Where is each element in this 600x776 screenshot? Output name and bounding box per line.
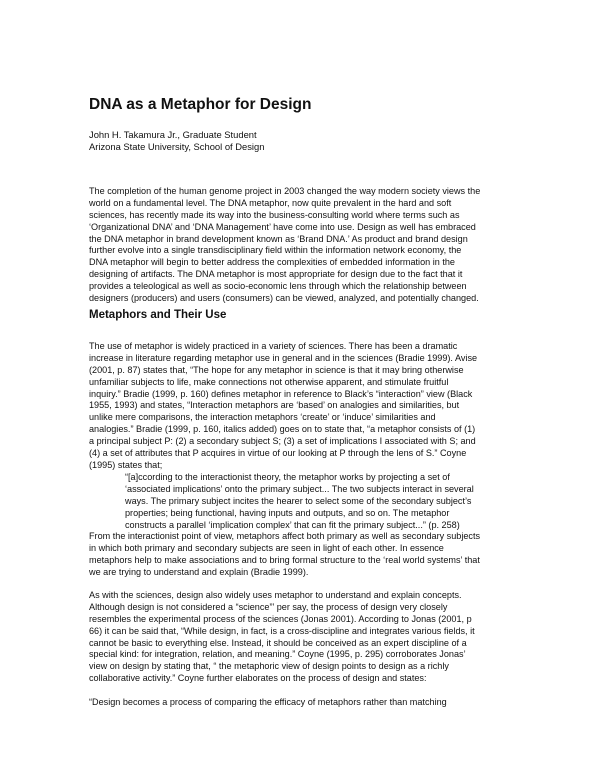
text-line: “[a]ccording to the interactionist theory, the metaphor works by projecting a set of	[125, 472, 450, 482]
text-line: (4) a set of attributes that P acquires in virtue of our looking at P through the lens of S.” Coyne	[89, 448, 467, 459]
text-line: designing of artifacts. The DNA metaphor is most appropriate for design due to the fact that it	[89, 269, 463, 280]
body-paragraph-3	[89, 590, 519, 685]
text-line: constructs a parallel ‘implication complex’ that can fit the primary subject...” (p. 258)	[125, 519, 460, 530]
text-line: designers (producers) and users (consumers) can be viewed, analyzed, and potentially changed.	[89, 293, 479, 304]
section-heading: Metaphors and Their Use	[89, 309, 227, 321]
text-line: special kind: for integration, relation, and meaning.” Coyne (1995, p. 295) corroborates Jonas’	[89, 649, 466, 660]
text-line: 66) it can be said that, “While design, in fact, is a cross-discipline and integrates various fields, it	[89, 625, 475, 636]
text-line: (2001, p. 87) states that, “The hope for any metaphor in science is that it may bring otherwise	[89, 364, 464, 375]
text-line: The use of metaphor is widely practiced in a variety of sciences. There has been a dramatic	[89, 341, 458, 351]
text-line: a principal subject P: (2) a secondary subject S; (3) a set of implications I associated with S; and	[89, 436, 476, 447]
text-line: The completion of the human genome project in 2003 changed the way modern society views the	[89, 186, 481, 196]
text-line: ‘associated implications’ onto the primary subject... The two subjects interact in several	[125, 483, 474, 494]
text-line: “Design becomes a process of comparing the efficacy of metaphors rather than matching	[89, 697, 447, 707]
author-block	[89, 129, 264, 153]
paper-title: DNA as a Metaphor for Design	[89, 96, 312, 113]
text-line: increase in literature regarding metaphor use in general and in the sciences (Bradie 1999). Avise	[89, 352, 478, 363]
intro-paragraph	[89, 186, 519, 305]
text-line: From the interactionist point of view, metaphors affect both primary as well as secondary subjects	[89, 531, 481, 541]
text-line: ways. The primary subject incites the hearer to select some of the secondary subject’s	[125, 495, 472, 506]
text-line: sciences, has recently made its way into the business-consulting world where terms such as	[89, 209, 460, 220]
text-line: further evolve into a single transdisciplinary field within the information network economy, the	[89, 245, 462, 256]
text-line: cannot be basic to everything else. Instead, it should be conceived as an expert discipline of a	[89, 637, 467, 648]
text-line: the DNA metaphor in brand development known as ‘Brand DNA.’ As product and brand design	[89, 233, 468, 244]
text-line: metaphors help to make associations and to bring formal structure to the ‘real world systems’ that	[89, 554, 480, 565]
text-line: we are trying to understand and explain (Bradie 1999).	[89, 566, 309, 577]
text-line: world on a fundamental level. The DNA metaphor, now quite prevalent in the hard and soft	[89, 197, 452, 208]
text-line: ‘Organizational DNA’ and ‘DNA Management’ have come into use. Design as well has embraced	[89, 221, 476, 232]
body-paragraph-2	[89, 531, 519, 579]
text-line: (1995) states that;	[89, 459, 163, 470]
text-line: in which both primary and secondary subjects are seen in light of each other. In essence	[89, 542, 444, 553]
body-paragraph-1	[89, 341, 519, 472]
author-name: John H. Takamura Jr., Graduate Student	[89, 129, 257, 140]
text-line: collaborative activity.” Coyne further elaborates on the process of design and states:	[89, 673, 427, 684]
text-line: inquiry.” Bradie (1999, p. 160) defines metaphor in reference to Black’s “interaction” view (Black	[89, 388, 473, 399]
author-affiliation: Arizona State University, School of Design	[89, 141, 265, 152]
block-quote	[125, 472, 520, 531]
text-line: resembles the experimental process of the sciences (Jonas 2001). According to Jonas (2001, p	[89, 613, 472, 624]
body-paragraph-4	[89, 697, 519, 709]
text-line: DNA metaphor will begin to better address the complexities of embedded information in the	[89, 257, 455, 268]
text-line: properties; being functional, having inputs and outputs, and so on. The metaphor	[125, 507, 450, 518]
text-line: analogies.” Bradie (1999, p. 160, italics added) goes on to state that, “a metaphor consists of (1)	[89, 424, 476, 435]
text-line: As with the sciences, design also widely uses metaphor to understand and explain concepts.	[89, 590, 462, 600]
text-line: provides a teleological as well as socio-economic lens through which the relationship between	[89, 281, 467, 292]
text-line: Although design is not considered a “science”’ per say, the process of design very closely	[89, 601, 448, 612]
text-line: unfamiliar subjects to life, make connections not otherwise apparent, and stimulate fruitful	[89, 376, 449, 387]
text-line: unlike mere comparisons, the interaction metaphors ‘create’ or ‘induce’ similarities and	[89, 412, 436, 423]
text-line: 1955, 1993) and states, “Interaction metaphors are ‘based’ on analogies and similarities, but	[89, 400, 460, 411]
text-line: view on design by stating that, “ the metaphoric view of design points to design as a richly	[89, 661, 449, 672]
